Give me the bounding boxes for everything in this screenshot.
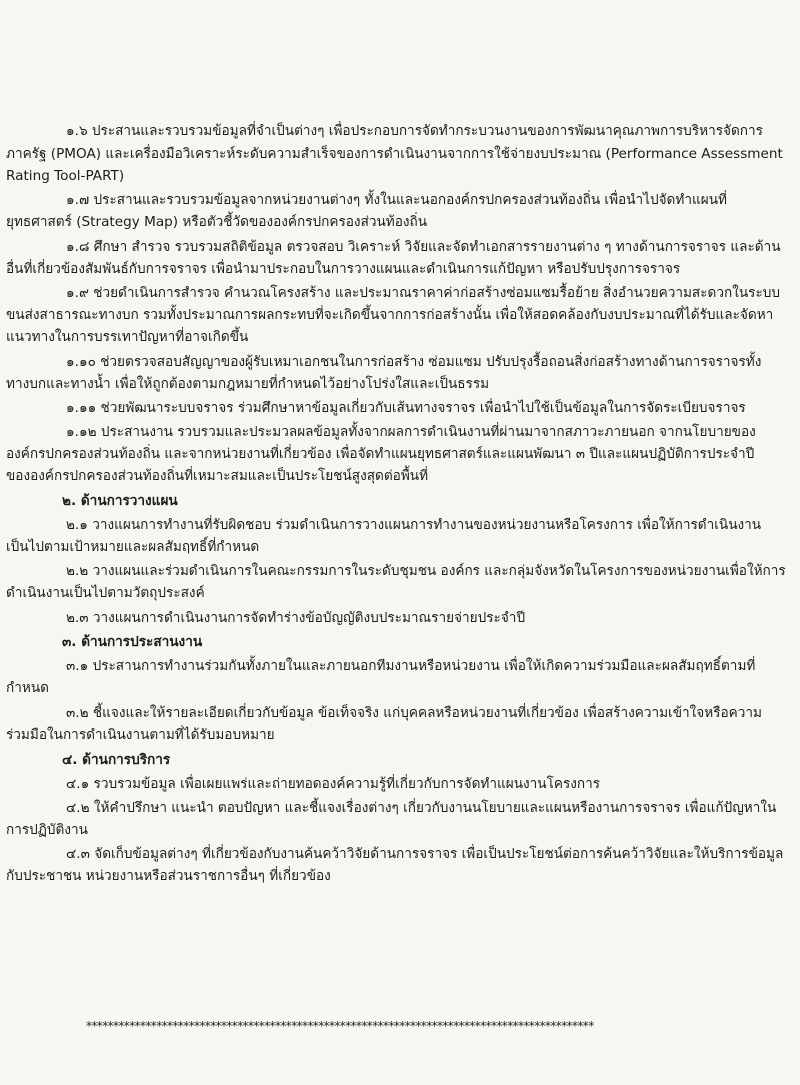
text-line: ๑.๙ ช่วยดำเนินการสำรวจ คำนวณโครงสร้าง และประมาณราคาค่าก่อสร้างซ่อมแซมรื้อย้าย สิ่งอำนวยความสะดวกในระบบ [66, 285, 781, 301]
text-line: ขององค์กรปกครองส่วนท้องถิ่นที่เหมาะสมและเป็นประโยชน์สูงสุดต่อพื้นที่ [6, 468, 429, 484]
text-line: ยุทธศาสตร์ (Strategy Map) หรือตัวชี้วัดขององค์กรปกครองส่วนท้องถิ่น [6, 214, 428, 230]
text-line: ๔.๑ รวบรวมข้อมูล เพื่อเผยแพร่และถ่ายทอดองค์ความรู้ที่เกี่ยวกับการจัดทำแผนงานโครงการ [66, 776, 601, 792]
text-line: กับประชาชน หน่วยงานหรือส่วนราชการอื่นๆ ที่เกี่ยวข้อง [6, 868, 331, 884]
text-line: ภาครัฐ (PMOA) และเครื่องมือวิเคราะห์ระดับความสำเร็จของการดำเนินงานจากการใช้จ่ายงบประมาณ (Performance Assessment [6, 146, 783, 162]
text-line: ๔.๒ ให้คำปรึกษา แนะนำ ตอบปัญหา และชี้แจงเรื่องต่างๆ เกี่ยวกับงานนโยบายและแผนหรืองานการจราจร เพื่อแก้ปัญหาใน [66, 800, 777, 816]
text-line: ๒.๑ วางแผนการทำงานที่รับผิดชอบ ร่วมดำเนินการวางแผนการทำงานของหน่วยงานหรือโครงการ เพื่อให้การดำเนินงาน [66, 517, 762, 533]
text-line: Rating Tool-PART) [6, 168, 125, 184]
text-line: ๒.๓ วางแผนการดำเนินงานการจัดทำร่างข้อบัญญัติงบประมาณรายจ่ายประจำปี [66, 610, 526, 626]
text-line: ๒.๒ วางแผนและร่วมดำเนินการในคณะกรรมการในระดับชุมชน องค์กร และกลุ่มจังหวัดในโครงการของหน่วยงานเพื่อให้การ [66, 563, 786, 579]
separator-stars: ********************************************************************************************** [86, 1019, 594, 1033]
text-line: ๑.๖ ประสานและรวบรวมข้อมูลที่จำเป็นต่างๆ เพื่อประกอบการจัดทำกระบวนงานของการพัฒนาคุณภาพการบริหารจัดการ [66, 123, 763, 139]
section-heading: ๓. ด้านการประสานงาน [62, 634, 203, 650]
text-line: อื่นที่เกี่ยวข้องสัมพันธ์กับการจราจร เพื่อนำมาประกอบในการวางแผนและดำเนินการแก้ปัญหา หรือปรับปรุงการจราจร [6, 261, 681, 277]
text-line: ขนส่งสาธารณะทางบก รวมทั้งประมาณการผลกระทบที่จะเกิดขึ้นจากการก่อสร้างนั้น เพื่อให้สอดคล้องกับงบประมาณที่ได้รับและจัดหา [6, 307, 774, 323]
text-line: ทางบกและทางน้ำ เพื่อให้ถูกต้องตามกฎหมายที่กำหนดไว้อย่างโปร่งใสและเป็นธรรม [6, 376, 490, 392]
text-line: ร่วมมือในการดำเนินงานตามที่ได้รับมอบหมาย [6, 727, 275, 743]
text-line: ๓.๒ ชี้แจงและให้รายละเอียดเกี่ยวกับข้อมูล ข้อเท็จจริง แก่บุคคลหรือหน่วยงานที่เกี่ยวข้อง เพื่อสร้างความเข้าใจหรือความ [66, 705, 762, 721]
text-line: การปฏิบัติงาน [6, 822, 88, 838]
text-line: องค์กรปกครองส่วนท้องถิ่น และจากหน่วยงานที่เกี่ยวข้อง เพื่อจัดทำแผนยุทธศาสตร์และแผนพัฒนา ๓ ปีและแผนปฏิบัติการประจำปี [6, 446, 755, 462]
text-line: ดำเนินงานเป็นไปตามวัตถุประสงค์ [6, 585, 205, 601]
section-heading: ๔. ด้านการบริการ [62, 752, 171, 768]
text-line: แนวทางในการบรรเทาปัญหาที่อาจเกิดขึ้น [6, 329, 249, 345]
text-line: กำหนด [6, 680, 49, 696]
text-line: ๑.๑๑ ช่วยพัฒนาระบบจราจร ร่วมศึกษาหาข้อมูลเกี่ยวกับเส้นทางจราจร เพื่อนำไปใช้เป็นข้อมูลในการจัดระเบียบจราจร [66, 400, 746, 416]
text-line: ๔.๓ จัดเก็บข้อมูลต่างๆ ที่เกี่ยวข้องกับงานค้นคว้าวิจัยด้านการจราจร เพื่อเป็นประโยชน์ต่อการค้นคว้าวิจัยและให้บริการข้อมูล [66, 846, 784, 862]
text-line: ๑.๑๒ ประสานงาน รวบรวมและประมวลผลข้อมูลทั้งจากผลการดำเนินงานที่ผ่านมาจากสภาวะภายนอก จากนโยบายของ [66, 424, 756, 440]
text-line: ๑.๗ ประสานและรวบรวมข้อมูลจากหน่วยงานต่างๆ ทั้งในและนอกองค์กรปกครองส่วนท้องถิ่น เพื่อนำไปจัดทำแผนที่ [66, 192, 727, 208]
text-line: ๓.๑ ประสานการทำงานร่วมกันทั้งภายในและภายนอกทีมงานหรือหน่วยงาน เพื่อให้เกิดความร่วมมือและผลสัมฤทธิ์ตามที่ [66, 658, 756, 674]
text-line: ๑.๑๐ ช่วยตรวจสอบสัญญาของผู้รับเหมาเอกชนในการก่อสร้าง ซ่อมแซม ปรับปรุงรื้อถอนสิ่งก่อสร้างทางด้านการจราจรทั้ง [66, 354, 762, 370]
section-heading: ๒. ด้านการวางแผน [62, 493, 178, 509]
text-line: ๑.๘ ศึกษา สำรวจ รวบรวมสถิติข้อมูล ตรวจสอบ วิเคราะห์ วิจัยและจัดทำเอกสารรายงานต่าง ๆ ทางด้านการจราจร และด้าน [66, 239, 781, 255]
text-line: เป็นไปตามเป้าหมายและผลสัมฤทธิ์ที่กำหนด [6, 539, 260, 555]
